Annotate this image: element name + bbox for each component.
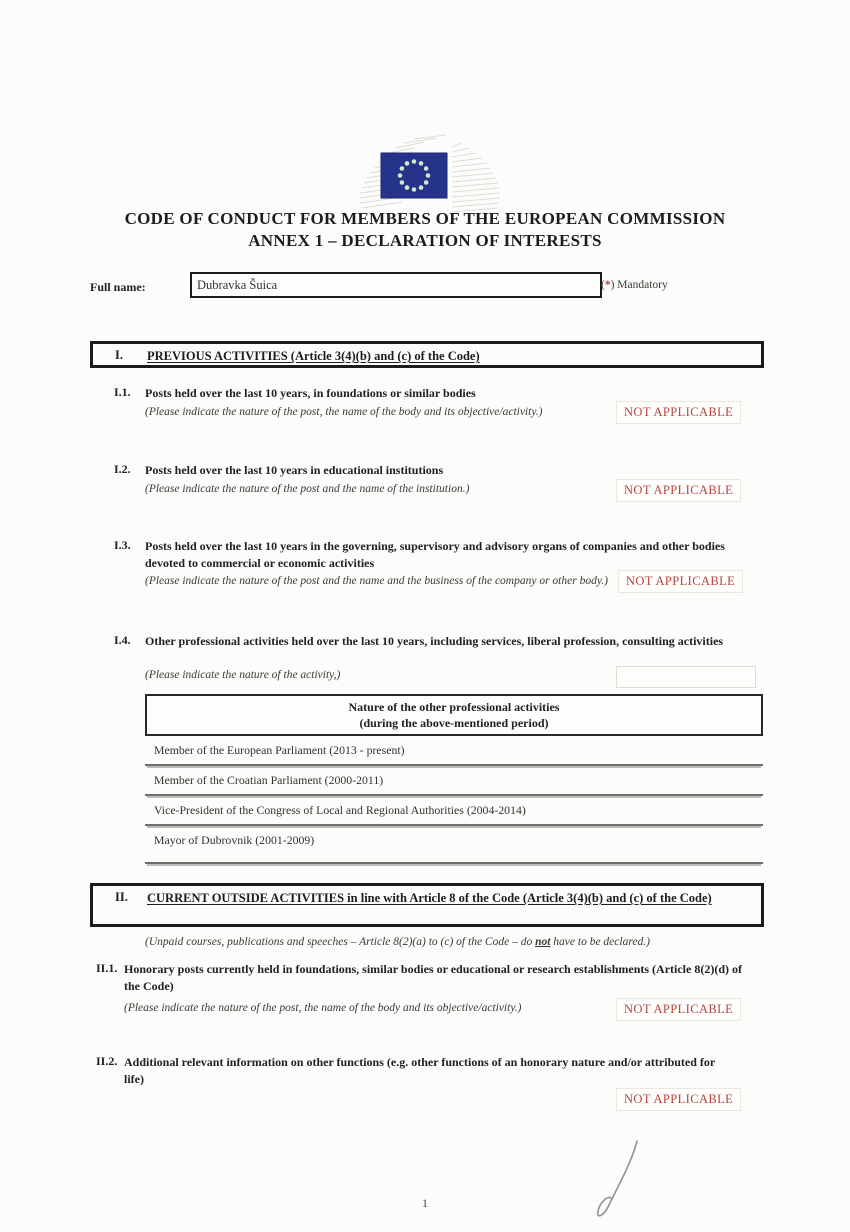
item-i2-number: I.2. bbox=[114, 462, 131, 476]
page-title-line1: CODE OF CONDUCT FOR MEMBERS OF THE EUROPEAN COMMISSION bbox=[124, 209, 726, 228]
item-ii1-status-stamp: NOT APPLICABLE bbox=[616, 998, 741, 1021]
item-i2-heading: Posts held over the last 10 years in educational institutions bbox=[145, 463, 444, 477]
table-row: Member of the Croatian Parliament (2000-2011) bbox=[145, 766, 763, 796]
section1-title: PREVIOUS ACTIVITIES (Article 3(4)(b) and (c) of the Code) bbox=[147, 349, 480, 363]
item-i3-status-stamp: NOT APPLICABLE bbox=[618, 570, 743, 593]
item-i4-note: (Please indicate the nature of the activity,) bbox=[145, 669, 341, 681]
professional-activities-table bbox=[145, 694, 763, 864]
item-ii1-number: II.1. bbox=[96, 961, 118, 975]
item-i1-note: (Please indicate the nature of the post, the name of the body and its objective/activity.) bbox=[145, 406, 543, 418]
table-header bbox=[145, 694, 763, 736]
item-i3-number: I.3. bbox=[114, 538, 131, 552]
mandatory-asterisk: * bbox=[604, 279, 611, 291]
page-number: 1 bbox=[422, 1196, 428, 1210]
item-ii2-heading: Additional relevant information on other functions (e.g. other functions of an honorary nature and/or attributed for life) bbox=[124, 1055, 716, 1086]
eu-flag-building-icon bbox=[348, 132, 508, 218]
item-ii2-number: II.2. bbox=[96, 1054, 118, 1068]
european-commission-logo bbox=[348, 132, 508, 218]
table-header-line2: (during the above-mentioned period) bbox=[359, 716, 549, 730]
section2-number: II. bbox=[115, 890, 128, 904]
underlined-not: not bbox=[535, 936, 551, 948]
item-i3-note: (Please indicate the nature of the post and the name and the business of the company or other body.) bbox=[145, 575, 609, 587]
item-ii2-status-stamp: NOT APPLICABLE bbox=[616, 1088, 741, 1111]
section2-header bbox=[90, 883, 764, 927]
section1-header bbox=[90, 341, 764, 368]
item-i1-status-stamp: NOT APPLICABLE bbox=[616, 401, 741, 424]
section1-number: I. bbox=[115, 348, 123, 362]
table-row: Mayor of Dubrovnik (2001-2009) bbox=[145, 826, 763, 864]
item-i4-number: I.4. bbox=[114, 633, 131, 647]
item-i1-heading: Posts held over the last 10 years, in foundations or similar bodies bbox=[145, 386, 476, 400]
item-i4-empty-status-box bbox=[616, 666, 756, 688]
table-row: Vice-President of the Congress of Local and Regional Authorities (2004-2014) bbox=[145, 796, 763, 826]
table-row: Member of the European Parliament (2013 - present) bbox=[145, 736, 763, 766]
table-header-line1: Nature of the other professional activities bbox=[348, 700, 560, 714]
section2-title: CURRENT OUTSIDE ACTIVITIES in line with Article 8 of the Code (Article 3(4)(b) and (c) of the Code) bbox=[147, 891, 712, 905]
item-i2-status-stamp: NOT APPLICABLE bbox=[616, 479, 741, 502]
section2-intro-note: (Unpaid courses, publications and speeches – Article 8(2)(a) to (c) of the Code – do not have to be declared.) bbox=[145, 936, 650, 948]
item-i4-heading: Other professional activities held over the last 10 years, including services, liberal profession, consulting activities bbox=[145, 634, 724, 648]
item-i2-note: (Please indicate the nature of the post and the name of the institution.) bbox=[145, 483, 470, 495]
item-ii1-note: (Please indicate the nature of the post, the name of the body and its objective/activity.) bbox=[124, 1002, 522, 1014]
page-title bbox=[0, 208, 850, 252]
item-ii1-heading: Honorary posts currently held in foundations, similar bodies or educational or research establishments (Article 8(2)(d) of the Code) bbox=[124, 962, 742, 993]
page-title-line2: ANNEX 1 – DECLARATION OF INTERESTS bbox=[248, 231, 602, 250]
item-i1-number: I.1. bbox=[114, 385, 131, 399]
mandatory-note: (*) Mandatory bbox=[601, 279, 668, 291]
full-name-label: Full name: bbox=[90, 280, 146, 294]
full-name-input[interactable] bbox=[190, 272, 602, 298]
item-i3-heading: Posts held over the last 10 years in the governing, supervisory and advisory organs of companies and other bodies devoted to commercial or economic activities bbox=[145, 539, 725, 570]
